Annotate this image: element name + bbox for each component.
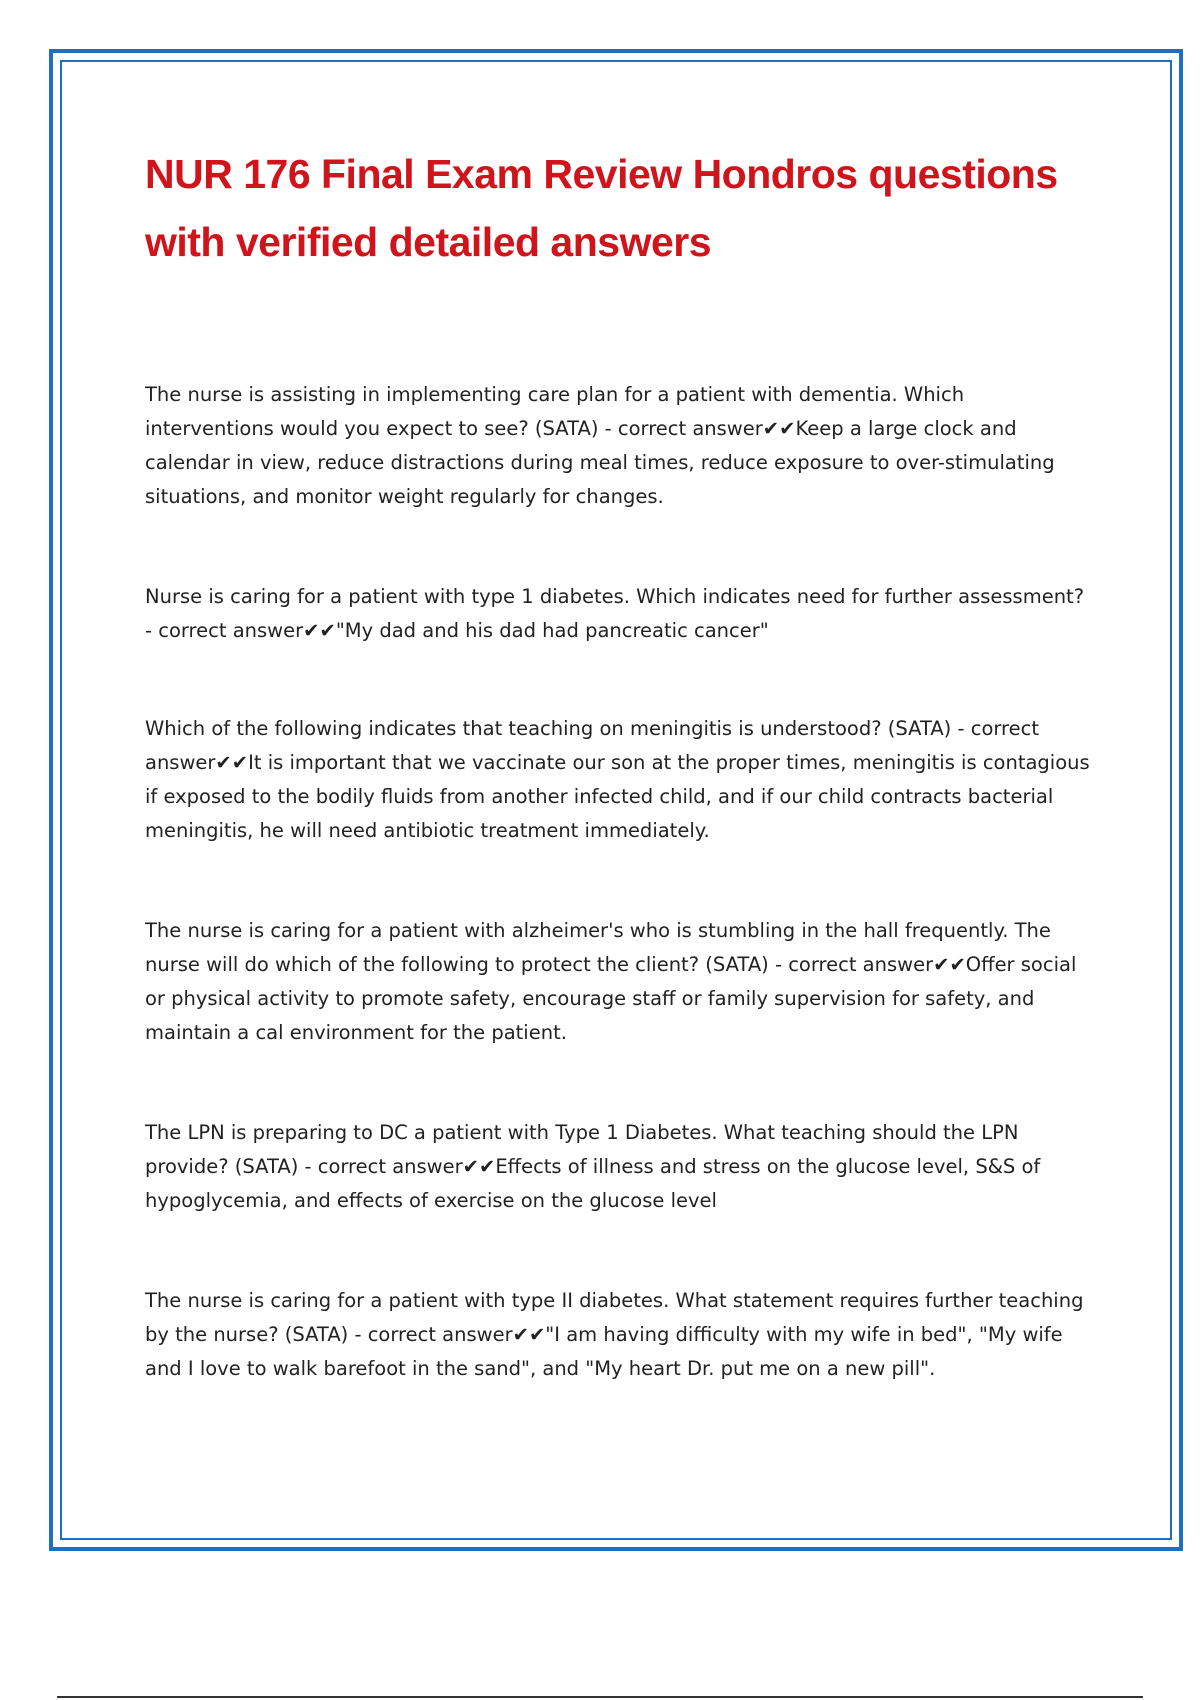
document-title: NUR 176 Final Exam Review Hondros questions with verified detailed answers (145, 151, 1058, 265)
footer-divider (57, 1696, 1143, 1698)
qa-item: Nurse is caring for a patient with type 1 diabetes. Which indicates need for further assessment? - correct answer✔✔"My dad and his dad had pancreatic cancer" (145, 585, 1085, 642)
qa-item: The nurse is caring for a patient with type II diabetes. What statement requires further teaching by the nurse? (SATA) - correct answer✔✔"I am having difficulty with my wife in bed", "My wife and I love to walk barefoot in the sand", and "My heart Dr. put me on a new pill". (145, 1289, 1084, 1380)
qa-item: The LPN is preparing to DC a patient with Type 1 Diabetes. What teaching should the LPN provide? (SATA) - correct answer✔✔Effects of illness and stress on the glucose level, S&S of hypoglycemia, and effects of exercise on the glucose level (145, 1121, 1041, 1212)
qa-list (145, 378, 1090, 1452)
qa-item: The nurse is caring for a patient with alzheimer's who is stumbling in the hall frequently. The nurse will do which of the following to protect the client? (SATA) - correct answer✔✔Offer social or physical activity to promote safety, encourage staff or family supervision for safety, and maintain a cal environment for the patient. (145, 919, 1077, 1044)
qa-item: The nurse is assisting in implementing care plan for a patient with dementia. Which interventions would you expect to see? (SATA) - correct answer✔✔Keep a large clock and calendar in view, reduce distractions during meal times, reduce exposure to over-stimulating situations, and monitor weight regularly for changes. (145, 383, 1055, 508)
qa-item: Which of the following indicates that teaching on meningitis is understood? (SATA) - correct answer✔✔It is important that we vaccinate our son at the proper times, meningitis is contagious if exposed to the bodily fluids from another infected child, and if our child contracts bacterial meningitis, he will need antibiotic treatment immediately. (145, 717, 1090, 842)
